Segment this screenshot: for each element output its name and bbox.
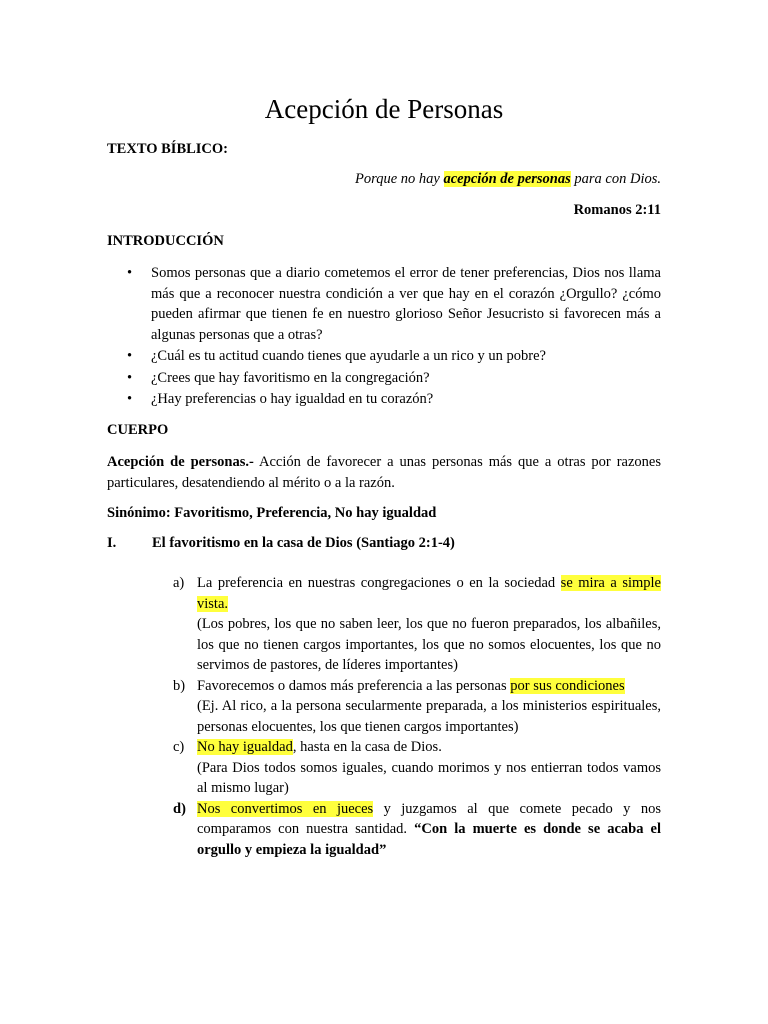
highlighted-text: No hay igualdad: [197, 739, 293, 755]
list-item: • Somos personas que a diario cometemos el error de tener preferencias, Dios nos llama más que a reconocer nuestra condición a ver que hay en el corazón ¿Orgullo? ¿cómo pueden afirmar que tienen fe en nuestro glorioso Señor Jesucristo si favorecen más a algunas personas que a otras?: [127, 265, 661, 343]
item-note: (Los pobres, los que no saben leer, los que no fueron preparados, los albañiles, los que no tienen cargos importantes, los que no somos elocuentes, los que no servimos de pastores, de líderes importantes): [197, 616, 661, 673]
bullet-icon: •: [127, 265, 133, 281]
item-marker: b): [173, 677, 186, 694]
item-marker: d): [173, 800, 186, 817]
list-item-b: b) Favorecemos o damos más preferencia a las personas por sus condiciones (Ej. Al rico, a la persona secularmente preparada, a los ministerios espirituales, personas elocuentes, los que tienen cargos importantes): [173, 676, 661, 738]
introduccion-heading: INTRODUCCIÓN: [107, 233, 224, 249]
verse-text-before: Porque no hay: [355, 171, 444, 187]
item-marker: a): [173, 575, 185, 591]
synonyms-line: Sinónimo: Favoritismo, Preferencia, No hay igualdad: [107, 505, 437, 521]
highlighted-text: se mira a simple vista.: [197, 575, 661, 612]
texto-biblico-heading: TEXTO BÍBLICO:: [107, 141, 229, 157]
list-item: • ¿Cuál es tu actitud cuando tienes que ayudarle a un rico y un pobre?: [107, 346, 661, 367]
highlighted-text: por sus condiciones: [510, 677, 625, 694]
bold-quote: “Con la muerte es donde se acaba el orgullo y empieza la igualdad”: [197, 821, 662, 858]
item-marker: c): [173, 739, 185, 755]
definition-term: Acepción de personas.-: [107, 454, 254, 470]
list-item: • ¿Hay preferencias o hay igualdad en tu corazón?: [107, 389, 661, 410]
definition-text: Acción de favorecer a unas personas más que a otras por razones particulares, desatendiendo al mérito o a la razón.: [107, 454, 661, 491]
section-item-list: [173, 573, 661, 860]
cuerpo-heading: CUERPO: [107, 422, 169, 438]
item-note: (Para Dios todos somos iguales, cuando morimos y nos entierran todos vamos al mismo lugar): [197, 759, 661, 796]
verse-highlight: acepción de personas: [443, 171, 571, 187]
list-item-d: d) Nos convertimos en jueces y juzgamos al que comete pecado y nos comparamos con nuestra santidad. “Con la muerte es donde se acaba el orgullo y empieza la igualdad”: [173, 800, 662, 858]
bullet-icon: •: [127, 369, 133, 386]
bible-verse: [355, 169, 661, 190]
intro-bullet-list: [107, 262, 661, 410]
bullet-icon: •: [127, 391, 133, 407]
section-title: El favoritismo en la casa de Dios (Santiago 2:1-4): [152, 535, 455, 551]
item-note: (Ej. Al rico, a la persona secularmente preparada, a los ministerios espirituales, personas elocuentes, los que tienen cargos importantes): [197, 698, 661, 735]
page-title: Acepción de Personas: [264, 94, 504, 124]
verse-reference: Romanos 2:11: [573, 202, 661, 218]
highlighted-text: Nos convertimos en jueces: [197, 800, 374, 817]
definition-paragraph: [107, 452, 661, 493]
section-number: I.: [107, 535, 117, 551]
list-item-c: c) No hay igualdad, hasta en la casa de Dios. (Para Dios todos somos iguales, cuando morimos y nos entierran todos vamos al mismo lugar): [173, 737, 661, 799]
list-item: • ¿Crees que hay favoritismo en la congregación?: [107, 368, 661, 389]
list-item-a: a) La preferencia en nuestras congregaciones o en la sociedad se mira a simple vista. (Los pobres, los que no saben leer, los que no fueron preparados, los albañiles, los que no tienen cargos importantes, los que no somos elocuentes, los que no servimos de pastores, de líderes importantes): [173, 573, 661, 676]
verse-text-after: para con Dios.: [570, 171, 661, 187]
bullet-icon: •: [127, 348, 133, 364]
